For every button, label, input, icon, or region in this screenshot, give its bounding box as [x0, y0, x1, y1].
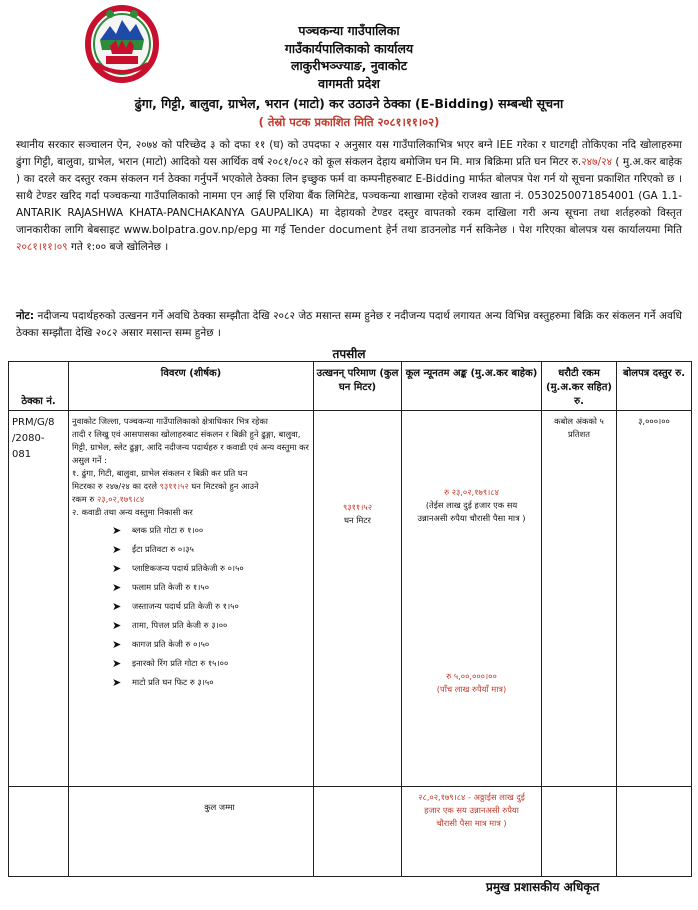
table-caption: तपसील: [332, 347, 366, 361]
list-item: ➤ ब्लक प्रति गोटा रु १।००: [112, 521, 310, 540]
header-contract-no: ठेक्का नं.: [9, 362, 69, 411]
description-detail: तादी र लिखु एवं आसपासका खोलाहरुबाट संकलन र बिक्री हुने ढुङ्गा, बालुवा, गिट्टी, ग्राभेल, स्लेट ढुङ्गा, आदि नदीजन्य पदार्थहरु र कवाडी एवं अन्य वस्तुमा कर असुल गर्ने :: [72, 429, 309, 465]
arrow-bullet-icon: ➤: [112, 657, 122, 670]
notice-body-part2: ( मु.अ.कर बाहेक ) का दरले कर दस्तुर रकम संकलन गर्न ठेक्का गर्नुपर्ने भएकोले ठेक्का लिन इच्छुक फर्म वा कम्पनीहरुबाट E-Bidding मार्फत बोलपत्र पेश गर्न यो सूचना प्रकाशित गरिएको छ । साथै टेण्डर खरिद गर्दा पञ्चकन्या गाउँपालिकाको नाममा एन आई सि एशिया बैंक लिमिटेड, पञ्चकन्या शाखामा रहेको राजश्व खाता नं. 0530250071854001 (GA 1.1-ANTARIK RAJASHWA KHATA-PANCHAKANYA GAUPALIKA) मा देहायको टेण्डर दस्तुर वापतको रकम दाखिला गरी अन्य सूचना तथा शर्तहरुको विस्तृत जानकारीका लागि बेबसाइट www.bolpatra.gov.np/epg मा गई Tender document हेर्न तथा डाउनलोड गर्न सकिनेछ । पेश गरिएका बोलपत्र यस कार्यालयमा मिति: [16, 156, 682, 236]
header-minimum-amount: कूल न्यूनतम अङ्क (मु.अ.कर बाहेक): [402, 362, 542, 411]
total-row: [9, 787, 692, 877]
list-item: ➤ ईंटा प्रतिवटा रु ०।३५: [112, 540, 310, 559]
header-description: विवरण (शीर्षक): [69, 362, 314, 411]
header-quantity: उत्खनन् परिमाण (कुल घन मिटर): [314, 362, 402, 411]
description-item-1: १. ढुंगा, गिटी, बालुवा, ग्राभेल संकलन र बिक्री कर प्रति घन: [72, 468, 248, 478]
notice-body-part3: गते १:०० बजे खोलिनेछ ।: [67, 241, 169, 253]
description-cell: [69, 411, 314, 787]
arrow-bullet-icon: ➤: [112, 676, 122, 689]
rate-value: २४७/२४: [581, 156, 613, 168]
minimum-amount-1-words: (तेईस लाख दुई हजार एक सय उन्नानअसी रुपैया चौरासी पैसा मात्र ): [417, 500, 526, 523]
minimum-amount-1: रु २३,०२,१७९।८४: [444, 487, 499, 497]
rate-list: [112, 521, 310, 692]
arrow-bullet-icon: ➤: [112, 581, 122, 594]
tender-fee-cell: ३,०००।००: [617, 411, 692, 787]
description-item-1-rate: मिटरका रु २४७/२४ का दरले ९३११।५२ घन मिटरको हुन आउने: [72, 481, 259, 491]
contract-table: [8, 361, 692, 877]
list-item: ➤ प्लाष्टिकजन्य पदार्थ प्रतिकेजी रु ०।५०: [112, 559, 310, 578]
deposit-cell: कबोल अंकको ५ प्रतिशत: [542, 411, 617, 787]
table-header-row: [9, 362, 692, 411]
arrow-bullet-icon: ➤: [112, 543, 122, 556]
minimum-amount-cell: [402, 411, 542, 787]
signature-title: प्रमुख प्रशासकीय अधिकृत: [486, 880, 600, 894]
minimum-amount-2-words: (पाँच लाख रुपैयाँ मात्र): [436, 684, 507, 694]
quantity-value: ९३११।५२: [342, 502, 373, 512]
note-label: नोट:: [16, 310, 35, 322]
description-intro: नुवाकोट जिल्ला, पञ्चकन्या गाउँपालिकाको क्षेत्राधिकार भित्र रहेका: [72, 416, 268, 426]
minimum-amount-2: रु ५,००,०००।००: [446, 671, 497, 681]
header-deposit: धरौटी रकम (मु.अ.कर सहित) रु.: [542, 362, 617, 411]
list-item: ➤ तामा, पित्तल प्रति केजी रु ३।००: [112, 616, 310, 635]
table-row: [9, 411, 692, 787]
arrow-bullet-icon: ➤: [112, 524, 122, 537]
notice-body: [16, 137, 682, 256]
office-location: लाकुरीभञ्ज्याङ, नुवाकोट: [290, 58, 408, 73]
province-name: वागमती प्रदेश: [318, 76, 380, 91]
note-text: नदीजन्य पदार्थहरुको उत्खनन गर्ने अवधि ठेक्का सम्झौता देखि २०८२ जेठ मसान्त सम्म हुनेछ र नदीजन्य पदार्थ लगायत अन्य विभिन्न वस्तुहरुमा बिक्रि कर संकलन गर्ने अवधि ठेक्का सम्झौता देखि २०८२ असार मसान्त सम्म हुनेछ ।: [16, 310, 682, 339]
list-item: ➤ माटो प्रति घन फिट रु ३।५०: [112, 673, 310, 692]
notice-body-part1: स्थानीय सरकार सञ्चालन ऐन, २०७४ को परिच्छेद ३ को दफा ११ (घ) को उपदफा २ अनुसार यस गाउँपालिकाभित्र भएर बग्ने IEE गरेका र घाटगद्दी तोकिएका नदि खोलाहरुमा ढुंगा गिट्टी, बालुवा, ग्राभेल, भरान (माटो) आदिको यस आर्थिक वर्ष २०८१/०८२ को कूल संकलन देहाय बमोजिम घन मि. मात्र बिक्रिमा प्रति घन मिटर रु.: [16, 139, 682, 168]
publish-date: ( तेस्रो पटक प्रकाशित मिति २०८१।११।०२): [258, 115, 440, 129]
office-name: गाउँकार्यपालिकाको कार्यालय: [284, 41, 414, 56]
arrow-bullet-icon: ➤: [112, 619, 122, 632]
quantity-unit: घन मिटर: [344, 515, 371, 525]
header-tender-fee: बोलपत्र दस्तुर रु.: [617, 362, 692, 411]
arrow-bullet-icon: ➤: [112, 638, 122, 651]
quantity-cell: [314, 411, 402, 787]
arrow-bullet-icon: ➤: [112, 600, 122, 613]
total-amount: २८,०२,१७९।८४ - अठ्ठाईस लाख दुई हजार एक सय उन्नानअसी रुपैया चौरासी पैसा मात्र मात्र ): [402, 787, 542, 877]
list-item: ➤ फलाम प्रति केजी रु १।५०: [112, 578, 310, 597]
note-paragraph: [16, 308, 682, 342]
total-label: कुल जम्मा: [69, 787, 314, 877]
contract-number: PRM/G/8 /2080- 081: [9, 411, 69, 787]
description-item-1-amount: रकम रु २३,०२,१७९।८४: [72, 494, 145, 504]
notice-title: ढुंगा, गिट्टी, बालुवा, ग्राभेल, भरान (माटो) कर उठाउने ठेक्का (E-Bidding) सम्बन्धी सूचना: [134, 96, 564, 111]
list-item: ➤ जस्ताजन्य पदार्थ प्रति केजी रु १।५०: [112, 597, 310, 616]
arrow-bullet-icon: ➤: [112, 562, 122, 575]
list-item: ➤ इनारको रिंग प्रति गोटा रु १५।००: [112, 654, 310, 673]
opening-date: २०८१।११।०९: [16, 241, 68, 253]
municipality-name: पञ्चकन्या गाउँपालिका: [298, 23, 400, 38]
list-item: ➤ कागज प्रति केजी रु ०।५०: [112, 635, 310, 654]
description-item-2: २. कवाडी तथा अन्य वस्तुमा निकासी कर: [72, 507, 193, 517]
